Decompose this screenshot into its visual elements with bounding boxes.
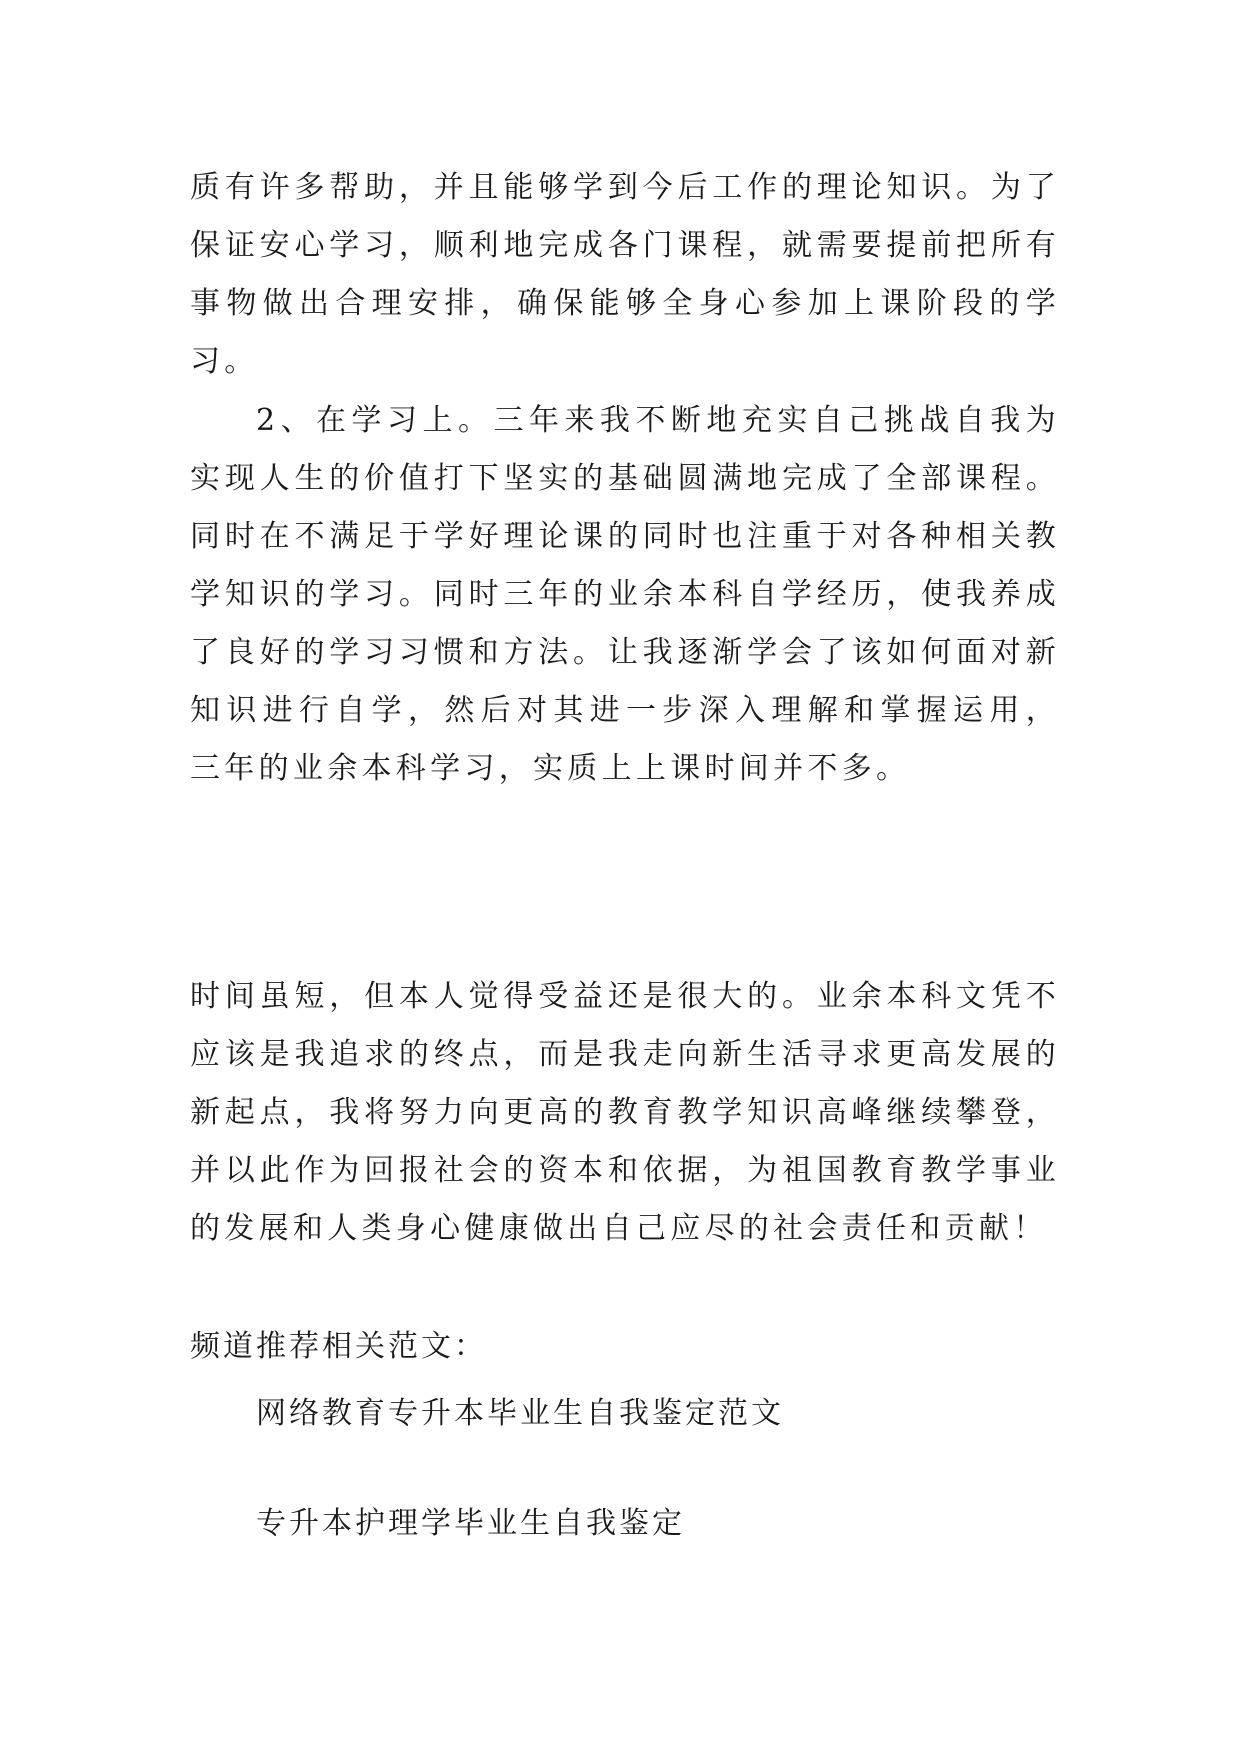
paragraph-continuation: 质有许多帮助，并且能够学到今后工作的理论知识。为了保证安心学习，顺利地完成各门课程，就需要提前把所有事物做出合理安排，确保能够全身心参加上课阶段的学习。 [190,170,1060,379]
paragraph-study: 2、在学习上。三年来我不断地充实自己挑战自我为实现人生的价值打下坚实的基础圆满地完成了全部课程。同时在不满足于学好理论课的同时也注重于对各种相关教学知识的学习。同时三年的业余本科自学经历，使我养成了良好的学习习惯和方法。让我逐渐学会了该如何面对新知识进行自学，然后对其进一步深入理解和掌握运用， 三年的业余本科学习，实质上上课时间并不多。 [190,403,1060,786]
recommend-heading: 频道推荐相关范文： [190,1329,487,1364]
recommend-link-2[interactable]: 专升本护理学毕业生自我鉴定 [256,1506,685,1541]
paragraph-conclusion: 时间虽短，但本人觉得受益还是很大的。业余本科文凭不应该是我追求的终点，而是我走向新生活寻求更高发展的新起点，我将努力向更高的教育教学知识高峰继续攀登，并以此作为回报社会的资本和依据，为祖国教育教学事业的发展和人类身心健康做出自己应尽的社会责任和贡献！ [190,979,1060,1246]
recommend-link-1[interactable]: 网络教育专升本毕业生自我鉴定范文 [256,1396,784,1431]
